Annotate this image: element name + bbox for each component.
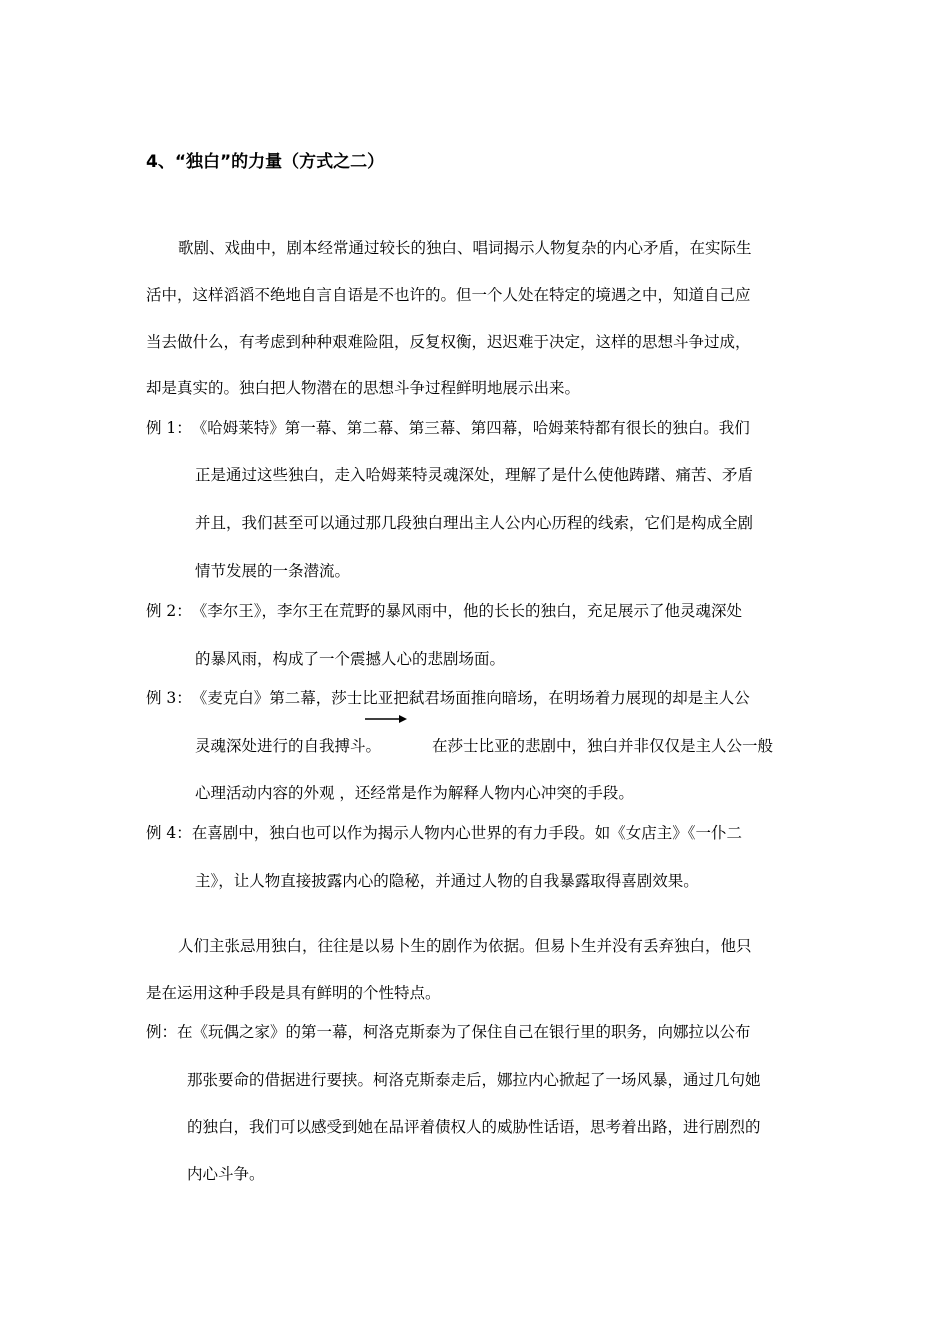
example-4 [146, 823, 742, 843]
example-label: 例 1： [146, 419, 192, 437]
example-label: 例 4： [146, 824, 192, 842]
example-line: 在《玩偶之家》的第一幕，柯洛克斯泰为了保住自己在银行里的职务，向娜拉以公布 [177, 1023, 751, 1041]
intro-line: 当去做什么，有考虑到种种艰难险阻，反复权衡，迟迟难于决定，这样的思想斗争过成， [146, 333, 751, 351]
example-label: 例： [146, 1023, 178, 1041]
example-line: 的暴风雨，构成了一个震撼人心的悲剧场面。 [195, 650, 506, 668]
example-label: 例 3： [146, 689, 192, 707]
example-line: 在莎士比亚的悲剧中，独白并非仅仅是主人公一般 [432, 737, 774, 755]
ibsen-line: 是在运用这种手段是具有鲜明的个性特点。 [146, 984, 441, 1002]
example-line: 灵魂深处进行的自我搏斗。 [195, 737, 382, 755]
example-line: 《哈姆莱特》第一幕、第二幕、第三幕、第四幕，哈姆莱特都有很长的独白。我们 [191, 419, 750, 437]
example-line: 在喜剧中，独白也可以作为揭示人物内心世界的有力手段。如《女店主》《一仆二 [191, 824, 743, 842]
intro-line: 却是真实的。独白把人物潜在的思想斗争过程鲜明地展示出来。 [146, 379, 581, 397]
example-3 [146, 688, 750, 708]
example-2 [146, 601, 742, 621]
intro-line: 歌剧、戏曲中，剧本经常通过较长的独白、唱词揭示人物复杂的内心矛盾，在实际生 [178, 239, 752, 257]
final-example [146, 1022, 751, 1042]
example-line: 的独白，我们可以感受到她在品评着债权人的威胁性话语，思考着出路，进行剧烈的 [187, 1118, 761, 1136]
example-label: 例 2： [146, 602, 192, 620]
example-line: 心理活动内容的外观 ，还经常是作为解释人物内心冲突的手段。 [195, 784, 634, 802]
example-1 [146, 418, 750, 438]
example-line: 主》，让人物直接披露内心的隐秘，并通过人物的自我暴露取得喜剧效果。 [195, 872, 699, 890]
example-line: 并且，我们甚至可以通过那几段独白理出主人公内心历程的线索，它们是构成全剧 [195, 514, 754, 532]
ibsen-line: 人们主张忌用独白，往往是以易卜生的剧作为依据。但易卜生并没有丢弃独白，他只 [178, 937, 752, 955]
right-arrow-icon [365, 713, 407, 725]
example-line: 《李尔王》，李尔王在荒野的暴风雨中，他的长长的独白，充足展示了他灵魂深处 [191, 602, 743, 620]
example-line: 《麦克白》第二幕，莎士比亚把弑君场面推向暗场，在明场着力展现的却是主人公 [191, 689, 750, 707]
section-title: 4、“独白”的力量（方式之二） [146, 152, 385, 172]
intro-line: 活中，这样滔滔不绝地自言自语是不也许的。但一个人处在特定的境遇之中，知道自己应 [146, 286, 751, 304]
example-line: 正是通过这些独白，走入哈姆莱特灵魂深处，理解了是什么使他踌躇、痛苦、矛盾 [195, 466, 754, 484]
example-line: 情节发展的一条潜流。 [195, 562, 351, 580]
example-line: 内心斗争。 [187, 1165, 265, 1183]
example-line: 那张要命的借据进行要挟。柯洛克斯泰走后，娜拉内心掀起了一场风暴，通过几句她 [187, 1071, 761, 1089]
